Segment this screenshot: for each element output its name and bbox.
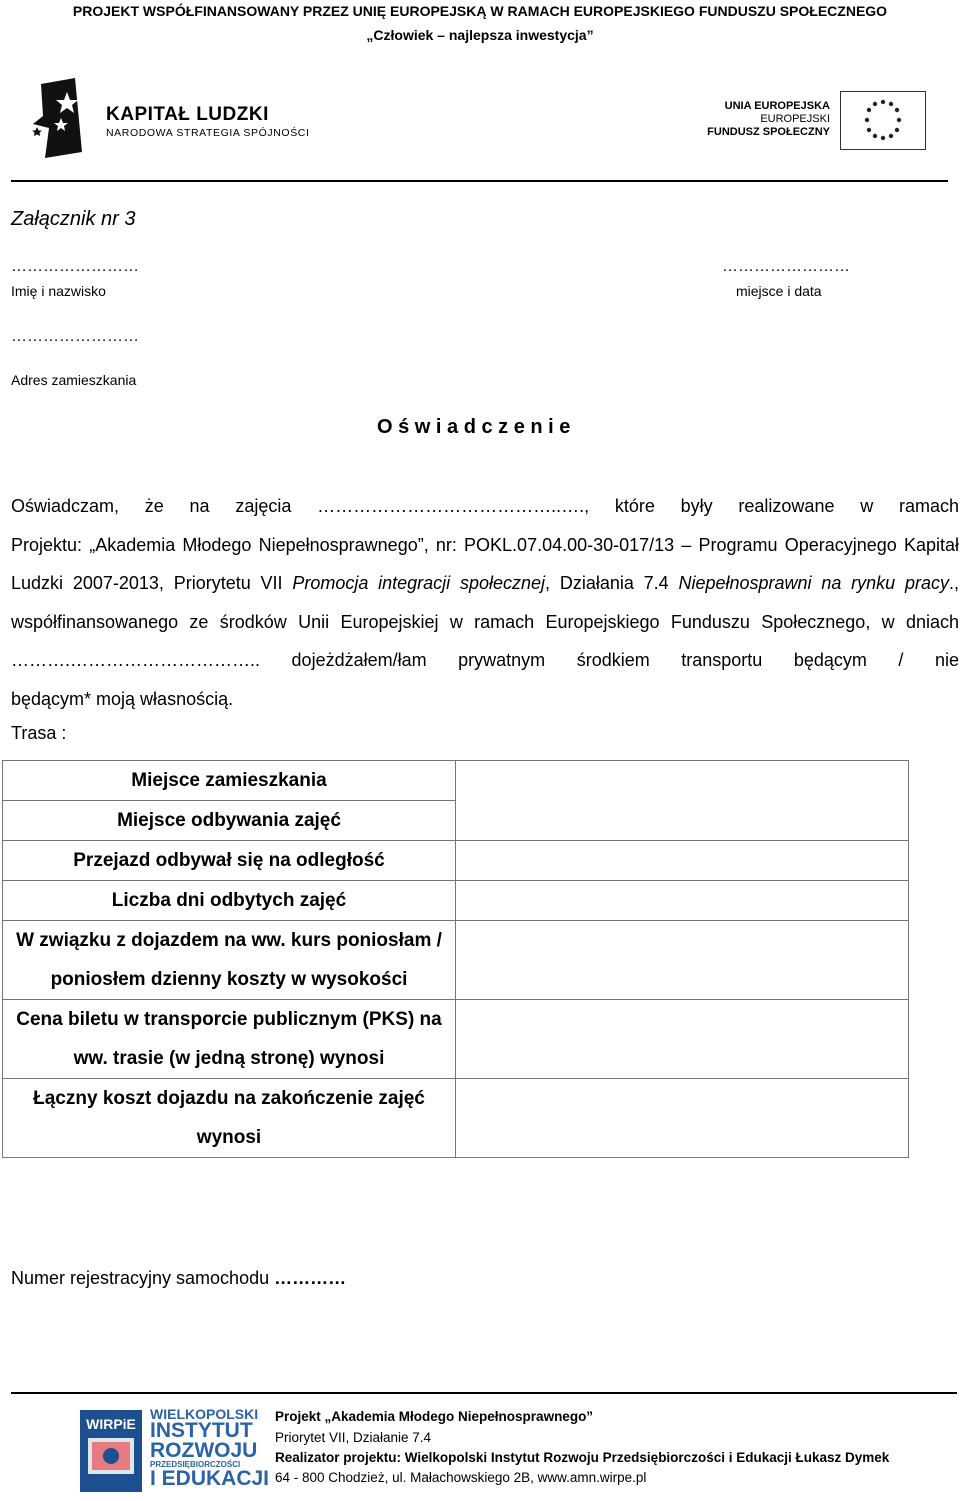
institute-line-4: PRZEDSIĘBIORCZOŚCI: [150, 1460, 241, 1470]
declaration-line-3: [11, 564, 959, 603]
declaration-action-name: Niepełnosprawni na rynku pracy: [678, 573, 949, 593]
declaration-action: , Działania 7.4: [545, 573, 679, 593]
declaration-priority: Ludzki 2007-2013, Priorytetu VII: [11, 573, 293, 593]
kapital-ludzki-logo: [27, 78, 87, 160]
institute-wordmark: [150, 1408, 269, 1489]
wirpe-logo: [80, 1410, 142, 1492]
header-project-line: PROJEKT WSPÓŁFINANSOWANY PRZEZ UNIĘ EUROPEJSKĄ W RAMACH EUROPEJSKIEGO FUNDUSZU SPOŁECZNEGO: [72, 3, 888, 19]
row-label: Cena biletu w transporcie publicznym (PKS) na ww. trasie (w jedną stronę) wynosi: [3, 1000, 456, 1079]
car-registration-dots: …………: [274, 1268, 347, 1288]
institute-line-1: WIELKOPOLSKI: [150, 1406, 259, 1422]
row-value-field[interactable]: [456, 1079, 909, 1158]
institute-line-2: INSTYTUT: [150, 1419, 253, 1443]
table-row: [3, 1079, 909, 1158]
institute-line-3: ROZWOJU: [150, 1439, 258, 1463]
row-label: Przejazd odbywał się na odległość: [3, 841, 456, 881]
eu-european-label: EUROPEJSKI: [760, 113, 830, 125]
declaration-line-1: Oświadczam, że na zajęcia …………………………………..…., które były realizowane w ramach: [11, 496, 959, 516]
row-value-field[interactable]: [456, 1000, 909, 1079]
wirpe-emblem-icon: [80, 1432, 142, 1482]
declaration-line-2: Projektu: „Akademia Młodego Niepełnosprawnego”, nr: POKL.07.04.00-30-017/13 – Programu Operacyjnego Kapitał: [11, 534, 959, 555]
footer-divider: [11, 1392, 957, 1394]
institute-line-5: I EDUKACJI: [150, 1466, 270, 1490]
eu-union-label: UNIA EUROPEJSKA: [724, 100, 830, 112]
row-label: Liczba dni odbytych zajęć: [3, 881, 456, 921]
row-value-field[interactable]: [456, 921, 909, 1000]
declaration-paragraph: [11, 487, 959, 718]
row-label: Miejsce odbywania zajęć: [3, 801, 456, 841]
eu-flag-icon: [840, 91, 926, 150]
car-registration-label: Numer rejestracyjny samochodu: [11, 1268, 275, 1288]
row-value-field[interactable]: [456, 881, 909, 921]
place-date-label: miejsce i data: [736, 283, 822, 299]
declaration-line-6: będącym* moją własnością.: [11, 688, 234, 709]
kapital-ludzki-subtitle: NARODOWA STRATEGIA SPÓJNOŚCI: [106, 127, 310, 139]
route-table: [2, 760, 909, 1158]
header-motto: „Człowiek – najlepsza inwestycja”: [366, 27, 594, 43]
address-dots: ……………………: [11, 328, 139, 345]
footer-implementer: Realizator projektu: Wielkopolski Instytut Rozwoju Przedsiębiorczości i Edukacji Łukasz Dymek: [275, 1450, 890, 1465]
row-label: Miejsce zamieszkania: [3, 761, 456, 801]
row-value-field[interactable]: [456, 841, 909, 881]
footer-priority: Priorytet VII, Działanie 7.4: [275, 1430, 432, 1445]
address-label: Adres zamieszkania: [11, 372, 137, 388]
name-dots: ……………………: [11, 258, 139, 275]
wirpe-logo-text: WIRPiE: [86, 1416, 136, 1432]
declaration-line-3-end: .,: [948, 573, 959, 593]
name-label: Imię i nazwisko: [11, 283, 106, 299]
car-registration: [11, 1268, 346, 1289]
footer-address: 64 - 800 Chodzież, ul. Małachowskiego 2B, www.amn.wirpe.pl: [275, 1470, 647, 1485]
table-row: [3, 1000, 909, 1079]
declaration-line-5: ……….………………………….. dojeżdżałem/łam prywatnym środkiem transportu będącym / nie: [11, 650, 959, 670]
kapital-ludzki-emblem-icon: [27, 78, 87, 160]
kapital-ludzki-title: KAPITAŁ LUDZKI: [106, 104, 269, 125]
table-row: [3, 761, 909, 801]
header-divider: [11, 180, 948, 182]
annex-number: Załącznik nr 3: [11, 208, 136, 230]
row-value-field[interactable]: [456, 761, 909, 841]
declaration-priority-name: Promocja integracji społecznej: [292, 573, 546, 593]
eu-fund-label: FUNDUSZ SPOŁECZNY: [707, 126, 830, 138]
table-row: [3, 881, 909, 921]
declaration-line-4: współfinansowanego ze środków Unii Europejskiej w ramach Europejskiego Funduszu Społecznego, w dniach: [11, 611, 959, 632]
table-row: [3, 841, 909, 881]
place-date-dots: ……………………: [722, 258, 850, 275]
table-row: [3, 921, 909, 1000]
footer-project-name: Projekt „Akademia Młodego Niepełnosprawnego”: [275, 1409, 594, 1424]
row-label: W związku z dojazdem na ww. kurs poniosłam / poniosłem dzienny koszty w wysokości: [3, 921, 456, 1000]
route-label: Trasa :: [11, 723, 67, 743]
document-title: O ś w i a d c z e n i e: [377, 416, 571, 438]
row-label: Łączny koszt dojazdu na zakończenie zajęć wynosi: [3, 1079, 456, 1158]
